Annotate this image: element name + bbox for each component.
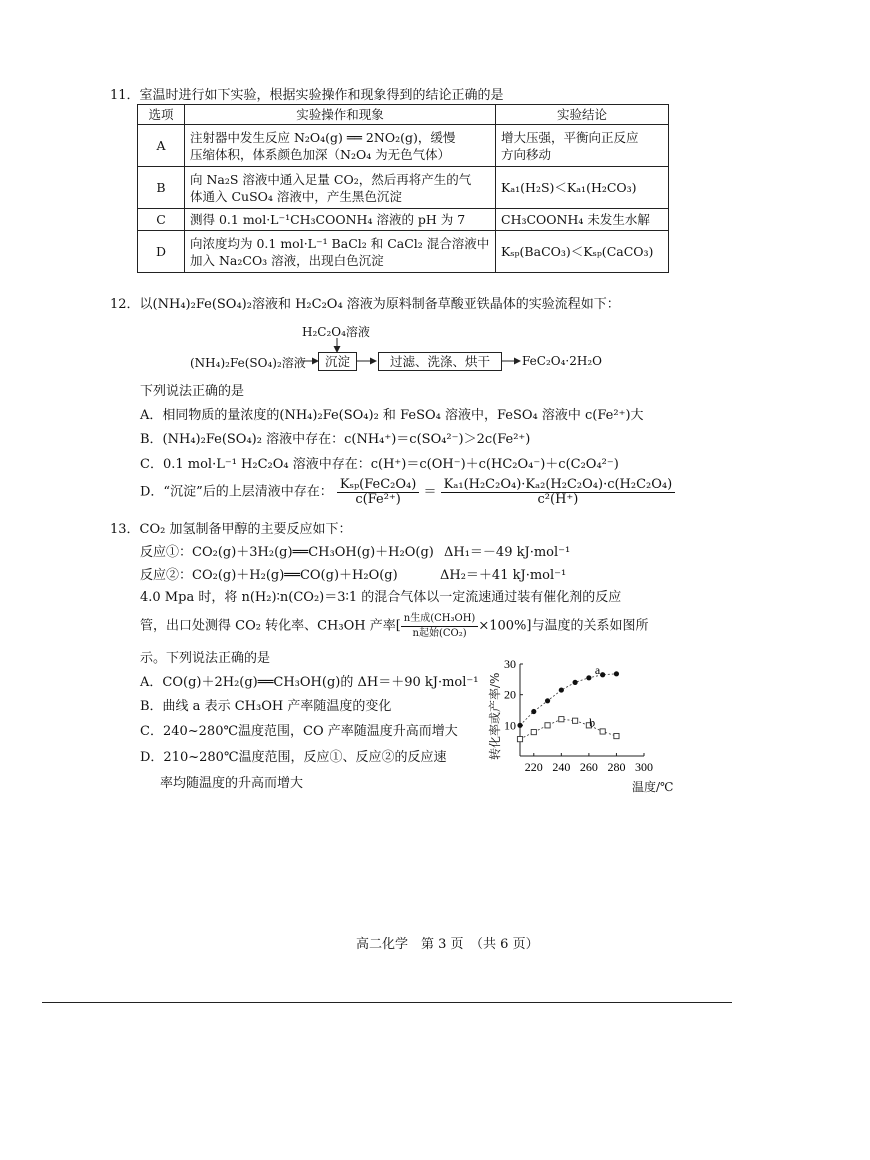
q13-condition-3: 示。下列说法正确的是 (140, 651, 271, 666)
option-label: C (138, 209, 185, 231)
conversion-yield-chart (484, 656, 684, 796)
operation-cell: 向 Na₂S 溶液中通入足量 CO₂，然后再将产生的气 体通入 CuSO₄ 溶液中，产生黑色沉淀 (185, 167, 496, 209)
data-point-b (600, 729, 605, 734)
conclusion-cell: CH₃COONH₄ 未发生水解 (496, 209, 669, 231)
x-tick-label: 280 (607, 760, 626, 774)
page-divider (42, 1002, 732, 1003)
y-tick-label: 30 (504, 657, 516, 671)
page-footer: 高二化学 第 3 页 （共 6 页） (356, 937, 539, 952)
flow-product: FeC₂O₄·2H₂O (522, 354, 602, 368)
data-point-b (545, 723, 550, 728)
q13-option-a: A．CO(g)＋2H₂(g)══CH₃OH(g)的 ΔH＝＋90 kJ·mol⁻¹ (140, 675, 479, 690)
data-point-a (600, 672, 605, 677)
q13-option-d: D．210~280℃温度范围，反应①、反应②的反应速 (140, 750, 447, 765)
flow-start: (NH₄)₂Fe(SO₄)₂溶液 (190, 356, 306, 370)
flow-reagent: H₂C₂O₄溶液 (302, 325, 370, 339)
q12-option-a: A．相同物质的量浓度的(NH₄)₂Fe(SO₄)₂ 和 FeSO₄ 溶液中，FeSO₄ 溶液中 c(Fe²⁺)大 (140, 408, 644, 423)
x-tick-label: 300 (635, 760, 653, 774)
y-tick-label: 10 (504, 718, 516, 733)
q13-option-b: B．曲线 a 表示 CH₃OH 产率随温度的变化 (140, 699, 392, 714)
data-point-b (559, 717, 564, 722)
data-point-a (545, 698, 550, 703)
chart-x-label: 温度/℃ (632, 780, 674, 794)
table-row (138, 167, 669, 209)
series-line-a (520, 674, 616, 726)
option-label: B (138, 167, 185, 209)
q11-table (137, 104, 669, 273)
data-point-b (614, 733, 619, 738)
table-header: 实验操作和现象 (185, 105, 496, 125)
chart-series (517, 663, 619, 742)
data-point-a (573, 680, 578, 685)
data-point-a (586, 675, 591, 680)
fraction: $\frac{\text{n生成(CH₃OH)}}{\text{n起始(CO₂)}}$ (401, 612, 479, 641)
data-point-a (531, 709, 536, 714)
x-tick-label: 260 (579, 760, 598, 774)
q12-option-c: C．0.1 mol·L⁻¹ H₂C₂O₄ 溶液中存在：c(H⁺)＝c(OH⁻)＋c(HC₂O₄⁻)＋c(C₂O₄²⁻) (140, 457, 619, 472)
data-point-a (559, 687, 564, 692)
q13-condition-1: 4.0 Mpa 时，将 n(H₂)∶n(CO₂)＝3∶1 的混合气体以一定流速通过装有催化剂的反应 (140, 590, 622, 605)
conclusion-cell: Kₐ₁(H₂S)＜Kₐ₁(H₂CO₃) (496, 167, 669, 209)
operation-cell: 注射器中发生反应 N₂O₄(g) ══ 2NO₂(g)，缓慢 压缩体积，体系颜色加深（N₂O₄ 为无色气体） (185, 125, 496, 167)
table-header: 选项 (138, 105, 185, 125)
table-row (138, 209, 669, 231)
operation-cell: 向浓度均为 0.1 mol·L⁻¹ BaCl₂ 和 CaCl₂ 混合溶液中 加入 Na₂CO₃ 溶液，出现白色沉淀 (185, 231, 496, 273)
q12-option-b: B．(NH₄)₂Fe(SO₄)₂ 溶液中存在：c(NH₄⁺)＝c(SO₄²⁻)＞2c(Fe²⁺) (140, 432, 531, 447)
chart-y-label: 转化率或产率/% (488, 672, 502, 760)
q13-enthalpy-2: ΔH₂＝＋41 kJ·mol⁻¹ (440, 568, 567, 583)
fraction: $\frac{\text{Kₐ₁(H₂C₂O₄)·Kₐ₂(H₂C₂O₄)·c(H₂C₂O₄)}}{\text{c²(H⁺)}}$ (441, 478, 676, 507)
flow-step-precipitate: 沉淀 (318, 352, 357, 371)
q13-stem: 13．CO₂ 加氢制备甲醇的主要反应如下： (110, 522, 352, 537)
q13-reaction-1: 反应①：CO₂(g)＋3H₂(g)══CH₃OH(g)＋H₂O(g) (140, 545, 434, 560)
q13-enthalpy-1: ΔH₁＝－49 kJ·mol⁻¹ (444, 545, 571, 560)
q13-option-d-cont: 率均随温度的升高而增大 (160, 776, 304, 791)
fraction: $\frac{\text{Kₛₚ(FeC₂O₄)}}{\text{c(Fe²⁺)}}$ (337, 478, 419, 507)
q12-lead: 下列说法正确的是 (140, 384, 245, 399)
q13-condition-2: 管，出口处测得 CO₂ 转化率、CH₃OH 产率[ $\frac{\text{n生成(CH₃OH)}}{\text{n起始(CO₂)}}$ ×100%]与温度的关系如图所 (140, 613, 649, 639)
flow-step-filter: 过滤、洗涤、烘干 (378, 352, 502, 371)
q12-stem: 12．以(NH₄)₂Fe(SO₄)₂溶液和 H₂C₂O₄ 溶液为原料制备草酸亚铁晶体的实验流程如下： (110, 297, 620, 312)
q13-option-c: C．240~280℃温度范围，CO 产率随温度升高而增大 (140, 724, 458, 739)
option-label: A (138, 125, 185, 167)
conclusion-cell: 增大压强，平衡向正反应 方向移动 (496, 125, 669, 167)
operation-cell: 测得 0.1 mol·L⁻¹CH₃COONH₄ 溶液的 pH 为 7 (185, 209, 496, 231)
series-label-a: a (594, 662, 601, 677)
x-tick-label: 220 (524, 760, 543, 774)
x-tick-label: 240 (552, 760, 571, 774)
table-row (138, 125, 669, 167)
series-label-b: b (589, 715, 596, 730)
data-point-a (614, 671, 619, 676)
table-header: 实验结论 (496, 105, 669, 125)
q12-option-d: D．“沉淀”后的上层清液中存在： $\frac{\text{Kₛₚ(FeC₂O₄)}}{\text{c(Fe²⁺)}}$ ＝ $\frac{\text{Kₐ₁(H₂C₂O₄)·Kₐ₂(H₂C₂O₄)·c(H₂C₂O₄)}}{\text{c²(H⁺)}}$ (140, 478, 675, 507)
q11-stem: 11．室温时进行如下实验，根据实验操作和现象得到的结论正确的是 (110, 88, 504, 103)
q13-reaction-2: 反应②：CO₂(g)＋H₂(g)══CO(g)＋H₂O(g) (140, 568, 398, 583)
data-point-a (517, 723, 522, 728)
data-point-b (517, 737, 522, 742)
chart-axes (520, 664, 644, 756)
y-tick-label: 20 (504, 687, 516, 702)
conclusion-cell: Kₛₚ(BaCO₃)＜Kₛₚ(CaCO₃) (496, 231, 669, 273)
option-label: D (138, 231, 185, 273)
data-point-b (531, 729, 536, 734)
data-point-b (573, 718, 578, 723)
table-row (138, 231, 669, 273)
